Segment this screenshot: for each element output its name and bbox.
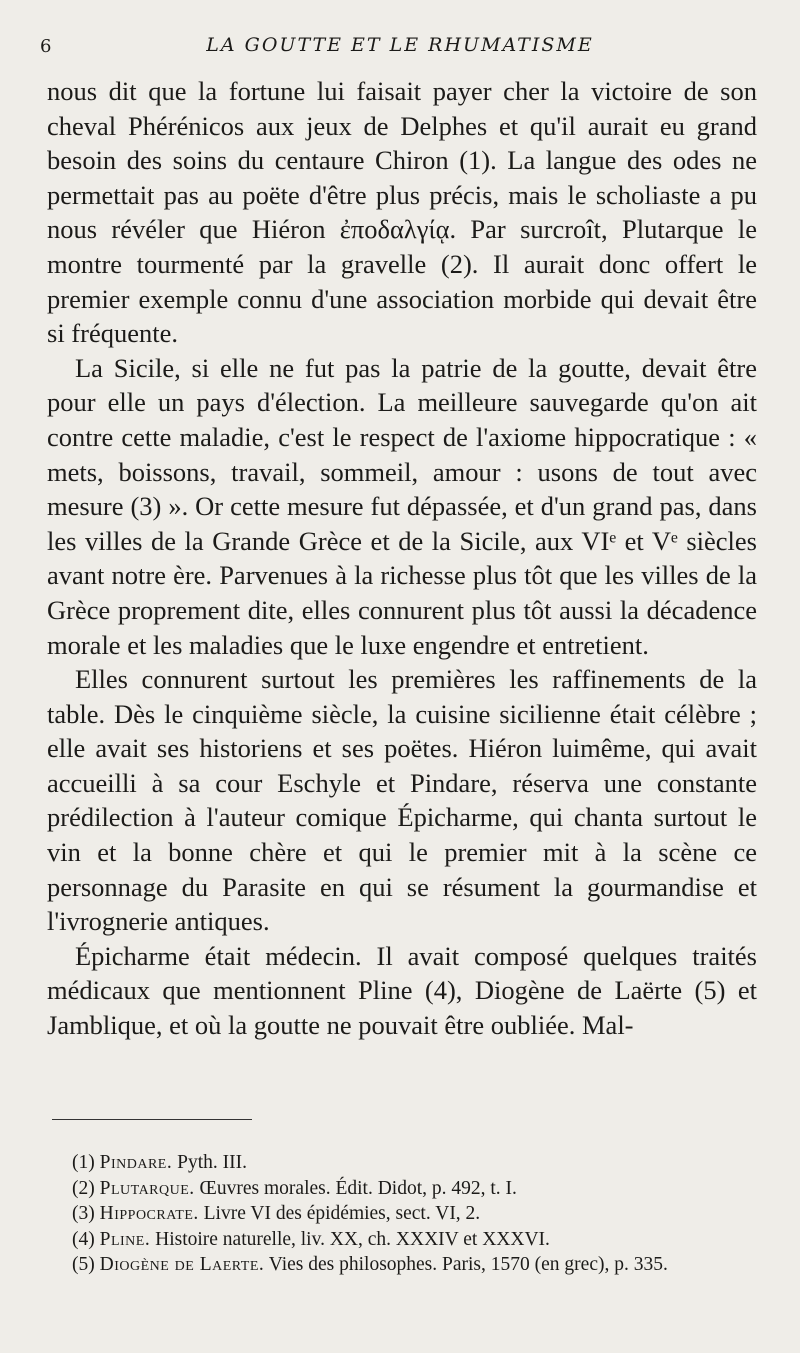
footnote-text: Pyth. III. xyxy=(172,1152,247,1173)
footnote xyxy=(52,1227,767,1253)
footnote-number: (5) xyxy=(72,1254,95,1275)
footnote xyxy=(52,1201,767,1227)
footnote-author: Diogène de Laerte. xyxy=(99,1254,265,1275)
footnote xyxy=(52,1252,767,1278)
paragraph-2: La Sicile, si elle ne fut pas la patrie de la goutte, devait être pour elle un pays d'élection. La meilleure sauvegarde qu'on ait contre cette maladie, c'est le respect de l'axiome hippocratique : « mets, boissons, travail, sommeil, amour : usons de tout avec mesure (3) ». Or cette mesure fut dépassée, et d'un grand pas, dans les villes de la Grande Grèce et de la Sicile, aux VIᵉ et Vᵉ siècles avant notre ère. Parvenues à la richesse plus tôt que les villes de la Grèce proprement dite, elles connurent plus tôt aussi la décadence morale et les maladies que le luxe engendre et entretient. xyxy=(47,352,757,660)
paragraph-4: Épicharme était médecin. Il avait composé quelques traités médicaux que mentionnent Pline (4), Diogène de Laërte (5) et Jamblique, et où la goutte ne pouvait être oubliée. Mal- xyxy=(47,940,757,1041)
footnote-text: Histoire naturelle, liv. XX, ch. XXXIV et XXXVI. xyxy=(150,1228,550,1250)
footnote-author: Pindare. xyxy=(99,1152,173,1173)
main-text xyxy=(47,74,757,1043)
footnote-text: Œuvres morales. Édit. Didot, p. 492, t. I. xyxy=(194,1177,517,1199)
footnote-text: Vies des philosophes. Paris, 1570 (en grec), p. 335. xyxy=(264,1254,668,1275)
footnote-author: Plutarque. xyxy=(99,1177,195,1199)
footnotes xyxy=(52,1150,767,1278)
footnote-number: (4) xyxy=(72,1228,95,1250)
footnote xyxy=(52,1150,767,1176)
footnote xyxy=(52,1176,767,1202)
footnote-rule xyxy=(52,1119,252,1120)
paragraph-3: Elles connurent surtout les premières les raffinements de la table. Dès le cinquième siècle, la cuisine sicilienne était célèbre ; elle avait ses historiens et ses poëtes. Hiéron luimême, qui avait accueilli à sa cour Eschyle et Pindare, réserva une constante prédilection à l'auteur comique Épicharme, qui chanta surtout le vin et la bonne chère et qui le premier mit à la scène ce personnage du Parasite en qui se résument la gourmandise et l'ivrognerie antiques. xyxy=(47,664,757,937)
paragraph-1: nous dit que la fortune lui faisait payer cher la victoire de son cheval Phérénicos aux jeux de Delphes et qu'il aurait eu grand besoin des soins du centaure Chiron (1). La langue des odes ne permettait pas au poëte d'être plus précis, mais le scholiaste a pu nous révéler que Hiéron ἐποδαλγίᾳ. Par surcroît, Plutarque le montre tourmenté par la gravelle (2). Il aurait donc offert le premier exemple connu d'une association morbide qui devait être si fréquente. xyxy=(47,76,757,349)
footnote-author: Hippocrate. xyxy=(99,1203,199,1224)
footnote-number: (2) xyxy=(72,1177,95,1199)
footnote-number: (3) xyxy=(72,1203,95,1224)
running-title: LA GOUTTE ET LE RHUMATISME xyxy=(206,34,594,56)
page-number: 6 xyxy=(40,36,52,57)
footnote-author: Pline. xyxy=(99,1228,151,1250)
footnote-text: Livre VI des épidémies, sect. VI, 2. xyxy=(198,1203,481,1224)
footnote-number: (1) xyxy=(72,1152,95,1173)
